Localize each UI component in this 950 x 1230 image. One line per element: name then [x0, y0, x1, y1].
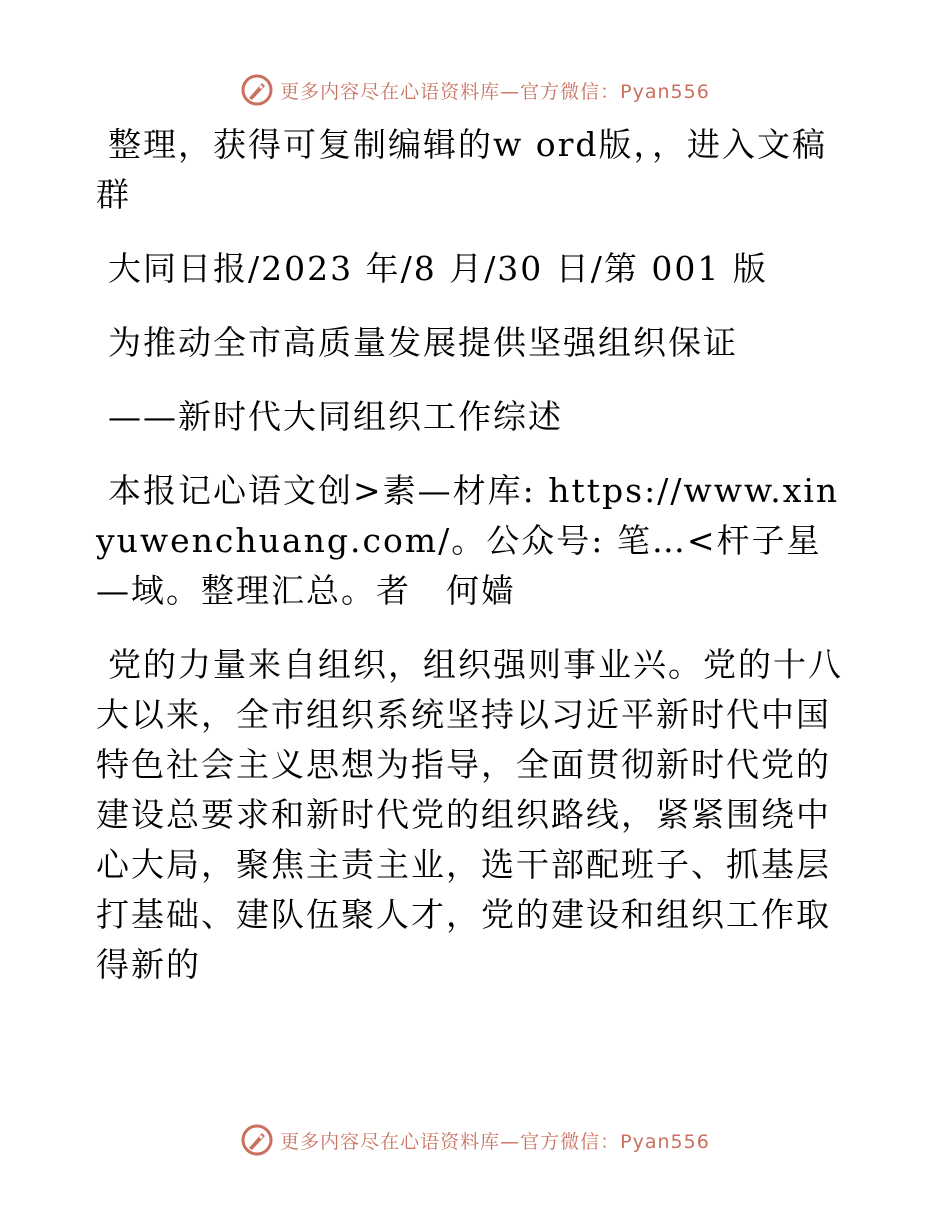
- watermark-text: 更多内容尽在心语资料库—官方微信：Pyan556: [280, 1130, 710, 1153]
- source-line: 大同日报/2023 年/8 月/30 日/第 001 版: [108, 249, 768, 288]
- header-watermark: [0, 70, 950, 110]
- intro-paragraph: 整理，获得可复制编辑的w ord版，，进入文稿群: [96, 125, 828, 214]
- byline: 本报记心语文创>素—材库: https://www.xinyuwenchuang.com/。公众号: 笔…<杆子星—域。整理汇总。者 何嫱: [96, 471, 840, 610]
- footer-watermark: [0, 1120, 950, 1160]
- pen-nib-logo-icon: [240, 73, 274, 107]
- watermark-text: 更多内容尽在心语资料库—官方微信：Pyan556: [280, 80, 710, 103]
- pen-nib-logo-icon: [240, 1123, 274, 1157]
- body-paragraph: 党的力量来自组织，组织强则事业兴。党的十八大以来，全市组织系统坚持以习近平新时代中国特色社会主义思想为指导，全面贯彻新时代党的建设总要求和新时代党的组织路线，紧紧围绕中心大局，聚焦主责主业，选干部配班子、抓基层打基础、建队伍聚人才，党的建设和组织工作取得新的: [96, 645, 843, 984]
- article-subtitle: ——新时代大同组织工作综述: [108, 397, 563, 436]
- article-title: 为推动全市高质量发展提供坚强组织保证: [108, 323, 738, 362]
- document-body: [96, 120, 856, 990]
